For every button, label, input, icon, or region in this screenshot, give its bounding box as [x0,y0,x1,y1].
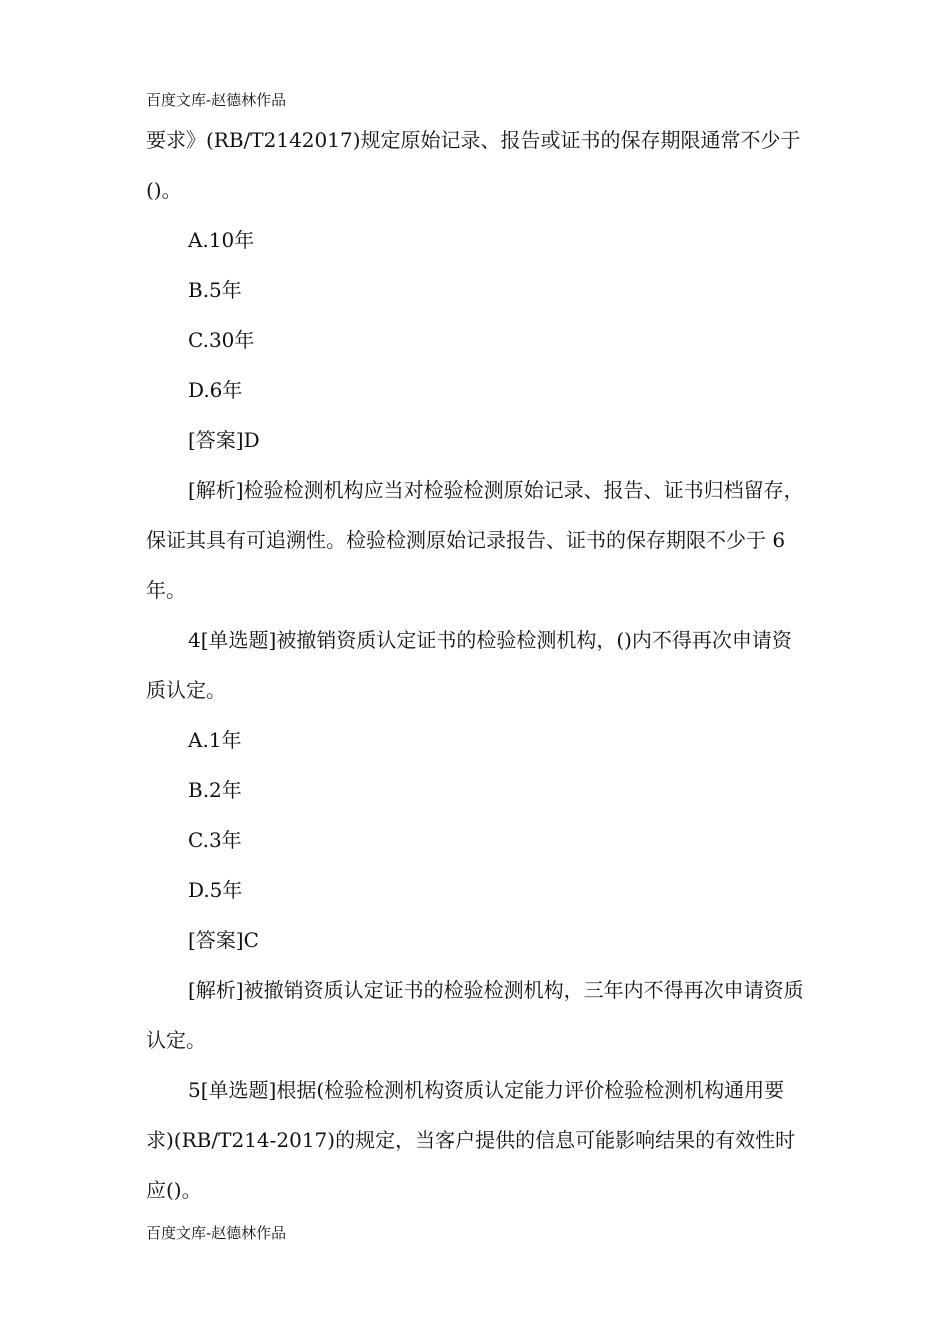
page-footer: 百度文库-赵德林作品 [146,1224,287,1242]
q4-question: 4[单选题]被撤销资质认定证书的检验检测机构，()内不得再次申请资质认定。 [146,628,792,702]
q3-question-tail: 要求》(RB/T2142017)规定原始记录、报告或证书的保存期限通常不少于()。 [146,128,801,202]
q3-option-b: B.5年 [188,278,242,302]
q4-answer: [答案]C [188,928,259,952]
q3-answer: [答案]D [188,428,260,452]
q3-option-c: C.30年 [188,328,255,352]
q4-analysis: [解析]被撤销资质认定证书的检验检测机构，三年内不得再次申请资质认定。 [146,978,804,1052]
q3-analysis: [解析]检验检测机构应当对检验检测原始记录、报告、证书归档留存，保证其具有可追溯性。检验检测原始记录报告、证书的保存期限不少于 6 年。 [146,478,804,602]
page-header: 百度文库-赵德林作品 [146,91,287,109]
q4-option-d: D.5年 [188,878,243,902]
q3-option-d: D.6年 [188,378,243,402]
q4-option-a: A.1年 [188,728,242,752]
document-body [146,115,808,1215]
q3-option-a: A.10年 [188,228,255,252]
q5-question: 5[单选题]根据(检验检测机构资质认定能力评价检验检测机构通用要求)(RB/T214-2017)的规定，当客户提供的信息可能影响结果的有效性时应()。 [146,1078,796,1202]
q4-option-c: C.3年 [188,828,242,852]
q4-option-b: B.2年 [188,778,242,802]
